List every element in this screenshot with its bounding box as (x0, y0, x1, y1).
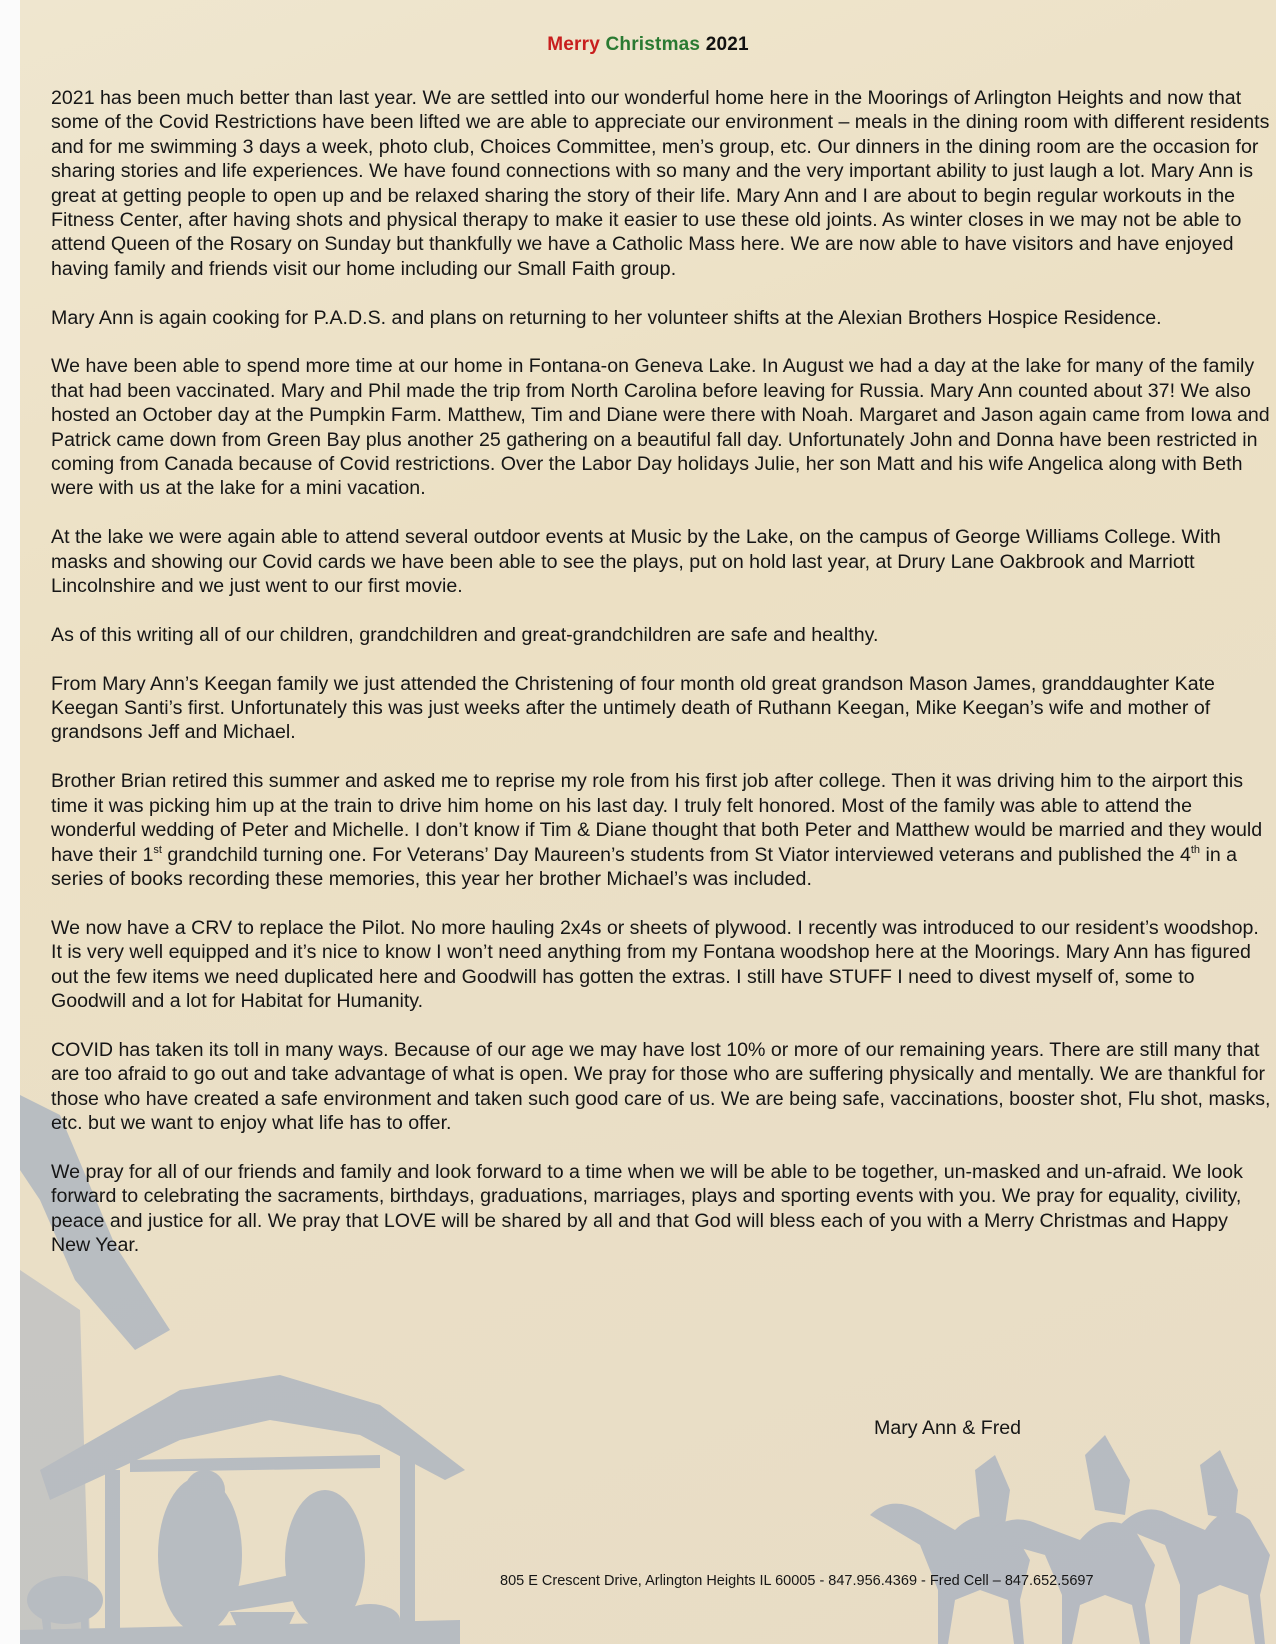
paragraph-home: 2021 has been much better than last year. We are settled into our wonderful home here in the Moorings of Arlington Heights and now that some of the Covid Restrictions have been lifted we are able to appreciate our environment – meals in the dining room with different residents and for me swimming 3 days a week, photo club, Choices Committee, men’s group, etc. Our dinners in the dining room are the occasion for sharing stories and life experiences. We have found connections with so many and the very important ability to just laugh a lot. Mary Ann is great at getting people to open up and be relaxed sharing the story of their life. Mary Ann and I are about to begin regular workouts in the Fitness Center, after having shots and physical therapy to make it easier to use these old joints. As winter closes in we may not be able to attend Queen of the Rosary on Sunday but thankfully we have a Catholic Mass here. We are now able to have visitors and have enjoyed having family and friends visit our home including our Small Faith group. (51, 87, 1270, 280)
paragraph-family-safe: As of this writing all of our children, grandchildren and great-grandchildren are safe and healthy. (51, 623, 879, 646)
paragraph-keegan: From Mary Ann’s Keegan family we just attended the Christening of four month old great grandson Mason James, granddaughter Kate Keegan Santi’s first. Unfortunately this was just weeks after the untimely death of Ruthann Keegan, Mike Keegan’s wife and mother of grandsons Jeff and Michael. (51, 672, 1215, 744)
scan-margin (0, 0, 20, 1644)
title-year: 2021 (705, 34, 749, 55)
letter-page (20, 0, 1276, 1644)
paragraph-brian (51, 769, 1271, 891)
paragraph-fontana: We have been able to spend more time at our home in Fontana-on Geneva Lake. In August we had a day at the lake for many of the family that had been vaccinated. Mary and Phil made the trip from North Carolina before leaving for Russia. Mary Ann counted about 37! We also hosted an October day at the Pumpkin Farm. Matthew, Tim and Diane were there with Noah. Margaret and Jason again came from Iowa and Patrick came down from Green Bay plus another 25 gathering on a beautiful fall day. Unfortunately John and Donna have been restricted in coming from Canada because of Covid restrictions. Over the Labor Day holidays Julie, her son Matt and his wife Angelica along with Beth were with us at the lake for a mini vacation. (51, 355, 1270, 500)
footer-contact: 805 E Crescent Drive, Arlington Heights IL 60005 - 847.956.4369 - Fred Cell – 847.652.5697 (500, 1573, 1094, 1589)
signature: Mary Ann & Fred (874, 1417, 1022, 1439)
title-merry: Merry (547, 34, 600, 55)
superscript-th: th (1190, 843, 1201, 856)
letter-title (20, 34, 1276, 56)
wise-men-camels-icon (870, 1435, 1270, 1644)
superscript-st: st (153, 843, 162, 856)
paragraph-prayer: We pray for all of our friends and family and look forward to a time when we will be able to be together, un-masked and un-afraid. We look forward to celebrating the sacraments, birthdays, graduations, marriages, plays and sporting events with you. We pray for equality, civility, peace and justice for all. We pray that LOVE will be shared by all and that God will bless each of you with a Merry Christmas and Happy New Year. (51, 1160, 1243, 1256)
paragraph-crv: We now have a CRV to replace the Pilot. No more hauling 2x4s or sheets of plywood. I recently was introduced to our resident’s woodshop. It is very well equipped and it’s nice to know I won’t need anything from my Fontana woodshop here at the Moorings. Mary Ann has figured out the few items we need duplicated here and Goodwill has gotten the extras. I still have STUFF I need to divest myself of, some to Goodwill and a lot for Habitat for Humanity. (51, 916, 1259, 1012)
title-christmas: Christmas (605, 34, 701, 55)
brian-text-2: grandchild turning one. For Veterans’ Day Maureen’s students from St Viator interviewed veterans and published the 4 (161, 843, 1191, 866)
paragraph-lake-events: At the lake we were again able to attend several outdoor events at Music by the Lake, on the campus of George Williams College. With masks and showing our Covid cards we have been able to see the plays, put on hold last year, at Drury Lane Oakbrook and Marriott Lincolnshire and we just went to our first movie. (51, 526, 1221, 598)
brian-text-3: in a series of books recording these memories, this year her brother Michael’s was included. (51, 843, 1238, 890)
paragraph-pads: Mary Ann is again cooking for P.A.D.S. and plans on returning to her volunteer shifts at the Alexian Brothers Hospice Residence. (51, 306, 1162, 329)
brian-text-1: Brother Brian retired this summer and asked me to reprise my role from his first job after college. Then it was driving him to the airport this time it was picking him up at the train to drive him home on his last day. I truly felt honored. Most of the family was able to attend the wonderful wedding of Peter and Michelle. I don’t know if Tim & Diane thought that both Peter and Matthew would be married and they would have their 1 (51, 770, 1263, 866)
paragraph-covid: COVID has taken its toll in many ways. Because of our age we may have lost 10% or more of our remaining years. There are still many that are too afraid to go out and take advantage of what is open. We pray for those who are suffering physically and mentally. We are thankful for those who have created a safe environment and taken such good care of us. We are being safe, vaccinations, booster shot, Flu shot, masks, etc. but we want to enjoy what life has to offer. (51, 1038, 1271, 1134)
letter-body (51, 86, 1271, 1282)
